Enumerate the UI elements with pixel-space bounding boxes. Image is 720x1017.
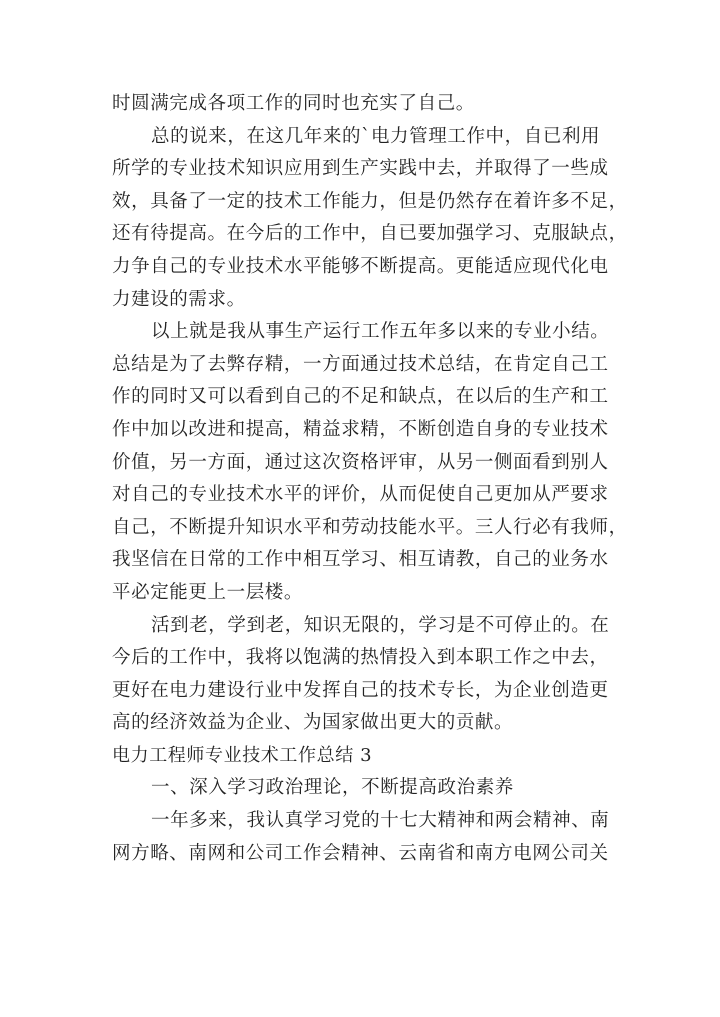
paragraph-line: 力争自己的专业技术水平能够不断提高。更能适应现代化电 xyxy=(112,255,609,277)
paragraph-line: 对自己的专业技术水平的评价，从而促使自己更加从严要求 xyxy=(112,484,609,506)
subsection-heading: 一、深入学习政治理论，不断提高政治素养 xyxy=(151,777,514,799)
document-body xyxy=(112,88,628,870)
paragraph-line: 高的经济效益为企业、为国家做出更大的贡献。 xyxy=(112,712,514,734)
paragraph-line: 今后的工作中，我将以饱满的热情投入到本职工作之中去， xyxy=(112,647,609,669)
paragraph-line: 力建设的需求。 xyxy=(112,288,246,310)
paragraph-line: 还有待提高。在今后的工作中，自已要加强学习、克服缺点， xyxy=(112,223,628,245)
paragraph-line: 所学的专业技术知识应用到生产实践中去，并取得了一些成 xyxy=(112,158,609,180)
paragraph-line: 效，具备了一定的技术工作能力，但是仍然存在着许多不足， xyxy=(112,190,628,212)
paragraph-line: 我坚信在日常的工作中相互学习、相互请教，自己的业务水 xyxy=(112,549,609,571)
paragraph-line: 平必定能更上一层楼。 xyxy=(112,581,304,603)
section-title: 电力工程师专业技术工作总结 3 xyxy=(112,744,373,766)
paragraph-line: 活到老，学到老，知识无限的，学习是不可停止的。在 xyxy=(151,614,610,636)
paragraph-line: 以上就是我从事生产运行工作五年多以来的专业小结。 xyxy=(151,321,610,343)
paragraph-line: 一年多来，我认真学习党的十七大精神和两会精神、南 xyxy=(151,810,610,832)
paragraph-line: 更好在电力建设行业中发挥自己的技术专长，为企业创造更 xyxy=(112,679,609,701)
paragraph-line: 网方略、南网和公司工作会精神、云南省和南方电网公司关 xyxy=(112,842,609,864)
paragraph-line: 作的同时又可以看到自己的不足和缺点，在以后的生产和工 xyxy=(112,386,609,408)
paragraph-line: 作中加以改进和提高，精益求精，不断创造自身的专业技术 xyxy=(112,418,609,440)
paragraph-line: 总结是为了去弊存精，一方面通过技术总结，在肯定自己工 xyxy=(112,353,609,375)
paragraph-line: 总的说来，在这几年来的`电力管理工作中，自已利用 xyxy=(151,125,601,147)
paragraph-line: 价值，另一方面，通过这次资格评审，从另一侧面看到别人 xyxy=(112,451,609,473)
paragraph-line: 自己，不断提升知识水平和劳动技能水平。三人行必有我师， xyxy=(112,516,628,538)
paragraph-line: 时圆满完成各项工作的同时也充实了自己。 xyxy=(112,93,475,114)
